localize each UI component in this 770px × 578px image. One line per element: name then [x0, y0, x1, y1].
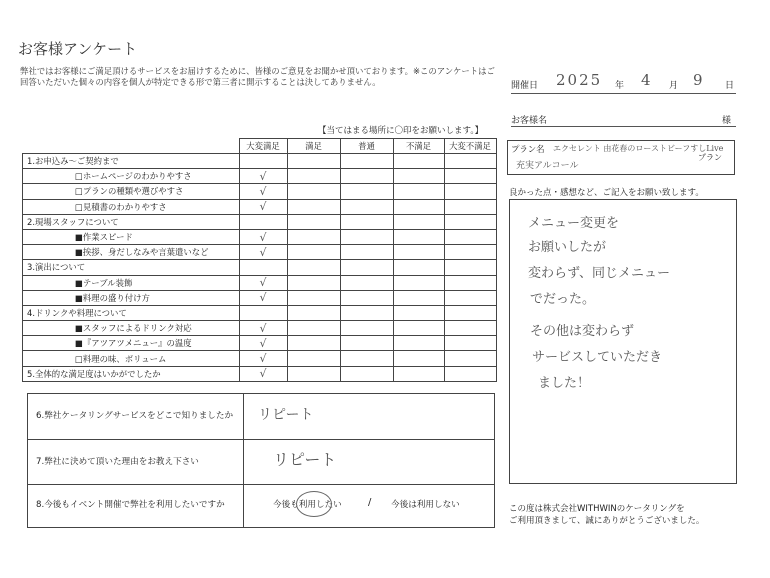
rating-cell[interactable] [393, 336, 444, 351]
rating-cell[interactable] [393, 275, 444, 290]
check-mark: √ [259, 200, 267, 214]
survey-rows [23, 154, 497, 382]
survey-row [23, 321, 497, 336]
rating-cell[interactable] [287, 184, 340, 199]
header-blank [23, 139, 240, 154]
page-title: お客様アンケート [18, 40, 138, 58]
survey-row [23, 366, 497, 381]
rating-cell[interactable] [444, 305, 496, 320]
comment-line: お願いしたが [528, 240, 607, 255]
rating-cell[interactable] [340, 275, 393, 290]
survey-item: □ホームページのわかりやすさ [23, 169, 240, 184]
thanks-message [509, 503, 704, 527]
rating-cell[interactable] [444, 336, 496, 351]
survey-item: ■スタッフによるドリンク対応 [23, 321, 240, 336]
rating-cell[interactable] [239, 184, 287, 199]
plan-box [507, 140, 735, 175]
survey-row [23, 275, 497, 290]
date-year-unit: 年 [615, 81, 625, 91]
customer-suffix: 様 [722, 116, 732, 126]
rating-cell[interactable] [340, 351, 393, 366]
question-8-label: 8.今後もイベント開催で弊社を利用したいですか [36, 500, 225, 510]
rating-cell[interactable] [287, 214, 340, 229]
rating-cell[interactable] [239, 260, 287, 275]
plan-value-line2: 充実アルコール [516, 161, 579, 171]
rating-cell[interactable] [340, 305, 393, 320]
plan-value-line1: エクセレント 由花春のローストビーフすしLive [553, 144, 724, 153]
rating-cell[interactable] [444, 214, 496, 229]
rating-cell[interactable] [287, 245, 340, 260]
thanks-line-1: この度は株式会社WITHWINのケータリングを [509, 504, 685, 514]
rating-cell[interactable] [287, 321, 340, 336]
option-separator: / [368, 497, 372, 508]
date-month: 4 [641, 71, 651, 89]
satisfaction-table [22, 138, 497, 382]
rating-cell[interactable] [287, 260, 340, 275]
question-6-answer: リピート [258, 407, 314, 423]
plan-value-suffix: プラン [698, 153, 722, 162]
rating-cell[interactable] [239, 321, 287, 336]
rating-cell[interactable] [287, 199, 340, 214]
rating-cell[interactable] [444, 366, 496, 381]
check-mark: √ [259, 336, 267, 350]
date-year: 2025 [556, 71, 603, 89]
comments-label: 良かった点・感想など、ご記入をお願い致します。 [509, 188, 704, 198]
check-mark: √ [259, 169, 267, 183]
rating-cell[interactable] [340, 199, 393, 214]
rating-cell[interactable] [393, 321, 444, 336]
survey-row [23, 214, 497, 229]
rating-cell[interactable] [444, 260, 496, 275]
comment-line: サービスしていただき [532, 350, 663, 365]
rating-cell[interactable] [393, 169, 444, 184]
rating-cell[interactable] [340, 245, 393, 260]
rating-cell[interactable] [393, 305, 444, 320]
rating-cell[interactable] [393, 260, 444, 275]
rating-cell[interactable] [287, 290, 340, 305]
rating-cell[interactable] [393, 229, 444, 244]
survey-row [23, 336, 497, 351]
comment-line: メニュー変更を [528, 216, 620, 231]
survey-notice: 【当てはまる場所に〇印をお願いします。】 [318, 126, 484, 136]
rating-cell[interactable] [444, 275, 496, 290]
survey-question: 1.お申込み～ご契約まで [23, 154, 240, 169]
date-day: 9 [693, 71, 703, 89]
survey-row [23, 305, 497, 320]
rating-cell[interactable] [444, 290, 496, 305]
survey-item: ■『アツアツメニュー』の温度 [23, 336, 240, 351]
survey-row [23, 260, 497, 275]
question-row-7 [28, 439, 494, 485]
rating-cell[interactable] [444, 351, 496, 366]
column-header: 不満足 [393, 139, 444, 154]
survey-question: 4.ドリンクや料理について [23, 305, 240, 320]
rating-cell[interactable] [287, 305, 340, 320]
rating-cell[interactable] [393, 351, 444, 366]
survey-row [23, 199, 497, 214]
survey-question: 5.全体的な満足度はいかがでしたか [23, 366, 240, 381]
rating-cell[interactable] [444, 154, 496, 169]
rating-cell[interactable] [340, 229, 393, 244]
rating-cell[interactable] [287, 366, 340, 381]
check-mark: √ [259, 291, 267, 305]
rating-cell[interactable] [239, 275, 287, 290]
comments-box [509, 199, 737, 484]
rating-cell[interactable] [340, 184, 393, 199]
rating-cell[interactable] [444, 321, 496, 336]
check-mark: √ [259, 321, 267, 335]
date-day-unit: 日 [725, 81, 735, 91]
rating-cell[interactable] [340, 321, 393, 336]
comment-line: ました！ [538, 376, 591, 391]
rating-cell[interactable] [340, 169, 393, 184]
column-header: 大変不満足 [444, 139, 496, 154]
check-mark: √ [259, 352, 267, 366]
rating-cell[interactable] [393, 199, 444, 214]
comment-line: 変わらず、同じメニュー [528, 266, 670, 281]
survey-row [23, 169, 497, 184]
date-underline [511, 93, 736, 94]
rating-cell[interactable] [444, 184, 496, 199]
check-mark: √ [259, 184, 267, 198]
survey-row [23, 154, 497, 169]
survey-row [23, 351, 497, 366]
rating-cell[interactable] [340, 260, 393, 275]
date-month-unit: 月 [669, 81, 679, 91]
customer-underline [511, 126, 736, 127]
rating-cell[interactable] [287, 229, 340, 244]
rating-cell[interactable] [444, 245, 496, 260]
option-no: 今後は利用しない [391, 500, 460, 510]
rating-cell[interactable] [287, 351, 340, 366]
rating-cell[interactable] [239, 229, 287, 244]
rating-cell[interactable] [340, 154, 393, 169]
rating-cell[interactable] [393, 154, 444, 169]
intro-text: 弊社ではお客様にご満足頂けるサービスをお届けするために、皆様のご意見をお聞かせ頂いております。※このアンケートはご回答いただいた個々の内容を個人が特定できる形で第三者に開示することは決してありません。 [20, 66, 495, 87]
question-7-answer: リピート [273, 450, 337, 469]
column-header: 大変満足 [239, 139, 287, 154]
rating-cell[interactable] [239, 199, 287, 214]
rating-cell[interactable] [239, 245, 287, 260]
option-yes: 今後も利用したい [273, 500, 342, 510]
column-header: 満足 [287, 139, 340, 154]
survey-question: 2.現場スタッフについて [23, 214, 240, 229]
table-header-row [23, 139, 497, 154]
rating-cell[interactable] [340, 336, 393, 351]
rating-cell[interactable] [287, 275, 340, 290]
rating-cell[interactable] [239, 290, 287, 305]
plan-label: プラン名 [511, 144, 545, 154]
rating-cell[interactable] [340, 214, 393, 229]
check-mark: √ [259, 230, 267, 244]
rating-cell[interactable] [239, 366, 287, 381]
survey-row [23, 184, 497, 199]
survey-row [23, 245, 497, 260]
rating-cell[interactable] [239, 169, 287, 184]
column-header: 普通 [340, 139, 393, 154]
circle-mark [296, 491, 332, 517]
question-row-8 [28, 484, 494, 526]
rating-cell[interactable] [393, 245, 444, 260]
check-mark: √ [259, 245, 267, 259]
survey-item: ■テーブル装飾 [23, 275, 240, 290]
rating-cell[interactable] [340, 366, 393, 381]
rating-cell[interactable] [239, 154, 287, 169]
rating-cell[interactable] [393, 184, 444, 199]
survey-row [23, 290, 497, 305]
survey-row [23, 229, 497, 244]
rating-cell[interactable] [239, 351, 287, 366]
survey-question: 3.演出について [23, 260, 240, 275]
rating-cell[interactable] [393, 366, 444, 381]
rating-cell[interactable] [239, 336, 287, 351]
date-label: 開催日 [511, 81, 539, 91]
survey-item: ■挨拶、身だしなみや言葉遣いなど [23, 245, 240, 260]
rating-cell[interactable] [287, 169, 340, 184]
survey-item: □プランの種類や選びやすさ [23, 184, 240, 199]
check-mark: √ [259, 367, 267, 381]
rating-cell[interactable] [393, 290, 444, 305]
rating-cell[interactable] [239, 214, 287, 229]
check-mark: √ [259, 276, 267, 290]
question-row-6 [28, 394, 494, 440]
rating-cell[interactable] [444, 169, 496, 184]
rating-cell[interactable] [444, 229, 496, 244]
customer-name-label: お客様名 [511, 116, 548, 126]
question-6-label: 6.弊社ケータリングサービスをどこで知りましたか [36, 411, 234, 421]
comment-line: でだった。 [530, 292, 596, 307]
question-divider [243, 394, 244, 527]
survey-item: ■作業スピード [23, 229, 240, 244]
rating-cell[interactable] [393, 214, 444, 229]
comment-line: その他は変わらず [530, 324, 635, 339]
rating-cell[interactable] [287, 154, 340, 169]
rating-cell[interactable] [340, 290, 393, 305]
survey-item: ■料理の盛り付け方 [23, 290, 240, 305]
rating-cell[interactable] [444, 199, 496, 214]
survey-item: □見積書のわかりやすさ [23, 199, 240, 214]
thanks-line-2: ご利用頂きまして、誠にありがとうございました。 [509, 516, 705, 526]
questions-box [27, 393, 495, 528]
rating-cell[interactable] [287, 336, 340, 351]
rating-cell[interactable] [239, 305, 287, 320]
question-7-label: 7.弊社に決めて頂いた理由をお教え下さい [36, 457, 199, 467]
survey-item: □料理の味、ボリューム [23, 351, 240, 366]
